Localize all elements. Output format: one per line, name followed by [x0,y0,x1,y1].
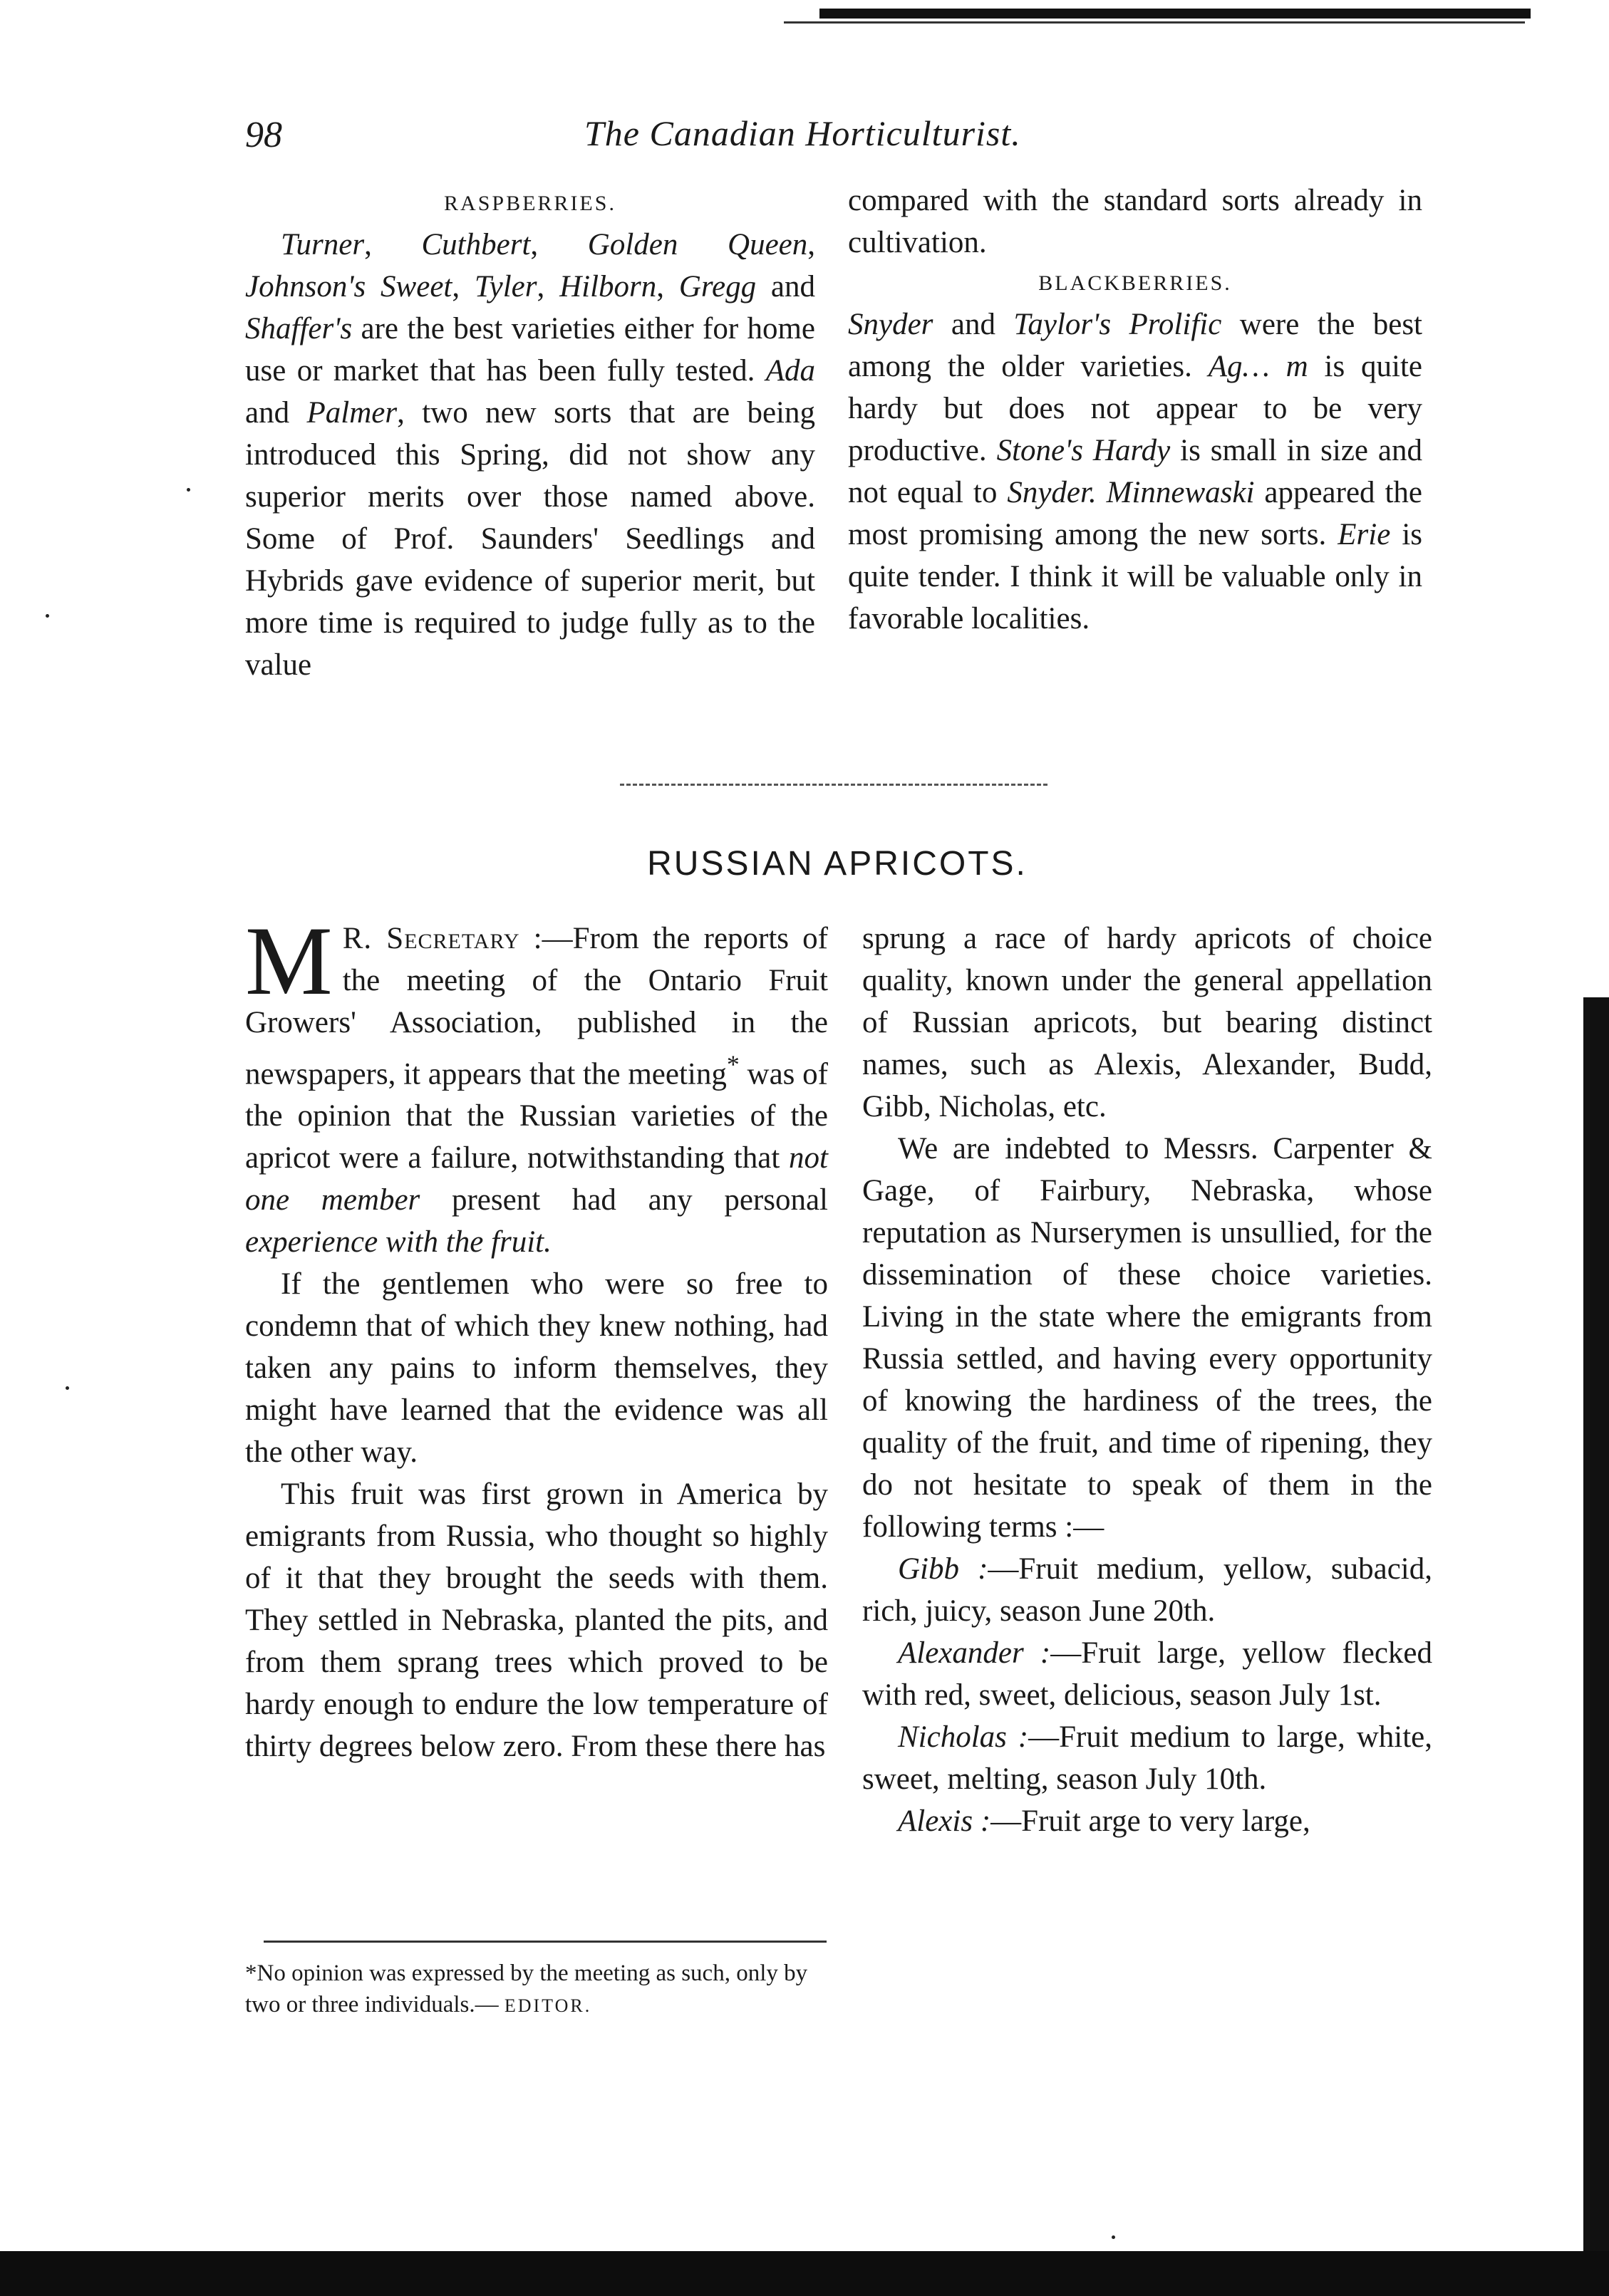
scan-speck [66,1386,69,1390]
blackberries-heading: BLACKBERRIES. [1038,271,1232,295]
variety-alexis [862,1800,1432,1842]
raspberries-column [245,184,815,686]
variety-name: Minnewaski [1106,476,1255,509]
section-divider [620,784,1047,786]
variety-nicholas [862,1716,1432,1800]
body-text: and [951,308,995,341]
top-edge-rule [819,9,1531,19]
variety-name: Golden Queen [587,228,808,261]
body-text: is small in size and not equal to [848,434,1423,509]
footnote-marker: * [726,1050,740,1079]
variety-description: —Fruit medium, yellow, subacid, rich, juicy, season June 20th. [862,1552,1432,1628]
emphasis: experience with the fruit. [245,1225,552,1259]
raspberries-paragraph: Turner, Cuthbert, Golden Queen, Johnson's Sweet, Tyler, Hilborn, Gregg and Shaffer's are the best varieties either for home use or market that has been fully tested. Ada and Palmer, two new sorts that are being introduced this Spring, did not show any superior merits over those named above. Some of Prof. Saunders' Seedlings and Hybrids gave evidence of superior merit, but more time is required to judge fully as to the value [245,228,816,682]
footnote-rule [264,1941,827,1943]
article-paragraph-1 [245,906,829,1263]
salutation: R. Secretary [342,922,520,955]
variety-name: Hilborn [559,270,657,303]
scan-speck [46,614,49,618]
variety-description: —Fruit medium to large, white, sweet, melting, season July 10th. [862,1720,1432,1796]
running-head: The Canadian Horticulturist. [584,113,1021,153]
raspberries-continuation: compared with the standard sorts already in cultivation. [848,184,1422,259]
variety-description: —Fruit arge to very large, [990,1804,1310,1838]
body-text: and [770,270,815,303]
article-paragraph-3: This fruit was first grown in America by emigrants from Russia, who thought so highly of it that they brought the seeds with them. They settled in Nebraska, planted the pits, and from them sprang trees which proved to be hardy enough to endure the low temperature of thirty degrees below zero. From these there has [245,1477,828,1764]
variety-name: Gibb : [898,1552,988,1586]
right-scan-edge [1583,997,1609,2296]
article-title: RUSSIAN APRICOTS. [647,845,1028,883]
article-left-column [245,906,829,1767]
article-right-column [862,918,1432,1842]
body-text: is quite hardy but does not appear to be very productive. [848,350,1423,467]
body-text: and [245,396,290,430]
variety-gibb [862,1548,1432,1632]
variety-name: Stone's Hardy [996,434,1171,467]
variety-description: —Fruit large, yellow flecked with red, sweet, delicious, season July 1st. [862,1636,1432,1712]
body-text: , two new sorts that are being introduced this Spring, did not show any superior merits over those named above. Some of Prof. Saunders' Seedlings and Hybrids gave evidence of superior merit, but more time is required to judge fully as to the value [245,396,816,682]
variety-name: Alexis : [898,1804,991,1838]
body-text: :—From the reports of the meeting of the Ontario Fruit Growers' Association, published in the newspapers, it appears that the meeting [245,922,828,1091]
scan-speck [1112,2235,1115,2239]
variety-name: Palmer [306,396,398,430]
emphasis: not one member [245,1141,828,1217]
body-text: appeared the most promising among the new sorts. [848,476,1423,551]
body-text: is quite tender. I think it will be valuable only in favorable localities. [848,518,1423,635]
variety-name: Cuthbert [421,228,531,261]
blackberries-column [848,180,1422,640]
scan-speck [187,488,190,492]
variety-name: Turner [281,228,365,261]
variety-name: Johnson's Sweet [245,270,452,303]
variety-alexander [862,1632,1432,1716]
bottom-scan-edge [0,2251,1609,2296]
article-paragraph-2: If the gentlemen who were so free to condemn that of which they knew nothing, had taken any pains to inform themselves, they might have learned that the evidence was all the other way. [245,1267,828,1470]
variety-name: Taylor's Prolific [1013,308,1222,341]
footnote [245,1958,815,2022]
footnote-text: *No opinion was expressed by the meeting as such, only by two or three individuals.— [245,1960,808,2017]
body-text: present had any personal [451,1183,829,1217]
page-number: 98 [245,115,282,155]
article-paragraph-4: sprung a race of hardy apricots of choice quality, known under the general appellation of Russian apricots, but bearing distinct names, such as Alexis, Alexander, Budd, Gibb, Nicholas, etc. [862,922,1432,1123]
blackberries-paragraph [848,303,1422,640]
body-text: was of the opinion that the Russian varieties of the apricot were a failure, notwithstanding that [245,1057,828,1175]
body-text: were the best among the older varieties. [848,308,1423,383]
variety-name: Shaffer's [245,312,353,346]
variety-name: Nicholas : [898,1720,1029,1754]
body-text: are the best varieties either for home use or market that has been fully tested. [245,312,816,388]
variety-name: Alexander : [898,1636,1051,1670]
footnote-signature: EDITOR. [504,1995,592,2016]
variety-name: Ada [765,354,815,388]
top-edge-thin-rule [784,21,1525,24]
variety-name: Erie [1338,518,1391,551]
variety-name: Snyder [848,308,933,341]
variety-name: Tyler [474,270,537,303]
variety-name: Gregg [678,270,757,303]
drop-cap: M [245,906,333,1015]
raspberries-heading: RASPBERRIES. [444,192,616,215]
article-paragraph-5: We are indebted to Messrs. Carpenter & Gage, of Fairbury, Nebraska, whose reputation as Nurserymen is unsullied, for the dissemination of these choice varieties. Living in the state where the emigrants from Russia settled, and having every opportunity of knowing the hardiness of the trees, the quality of the fruit, and time of ripening, they do not hesitate to speak of them in the following terms :— [862,1132,1432,1544]
variety-name: Snyder. [1007,476,1097,509]
variety-name: Ag… m [1208,350,1308,383]
